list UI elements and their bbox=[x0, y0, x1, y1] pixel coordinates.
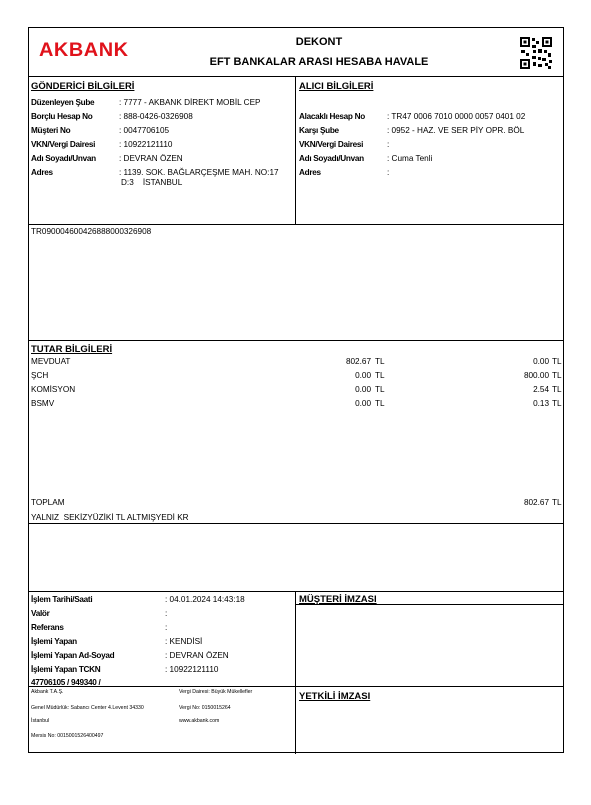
total-in-words: YALNIZ SEKİZYÜZİKİ TL ALTMIŞYEDİ KR bbox=[31, 513, 189, 522]
sender-account-value: : 888-0426-0326908 bbox=[119, 112, 193, 121]
qr-code-icon bbox=[519, 36, 553, 70]
divider bbox=[29, 591, 563, 592]
description-text: TR090004600426888000326908 bbox=[31, 227, 152, 236]
footer-mersis: Mersis No: 0015001526400497 bbox=[31, 733, 104, 739]
sender-address-label: Adres bbox=[31, 168, 53, 177]
receiver-address-value: : bbox=[387, 168, 390, 177]
divider bbox=[295, 604, 563, 605]
receiver-address-label: Adres bbox=[299, 168, 321, 177]
amount-value: 0.00 bbox=[355, 385, 371, 394]
performer-tckn-label: İşlemi Yapan TCKN bbox=[31, 665, 101, 674]
currency: TL bbox=[375, 385, 385, 394]
receipt-page bbox=[28, 27, 564, 753]
performer-label: İşlemi Yapan bbox=[31, 637, 77, 646]
receiver-tax-value: : bbox=[387, 140, 390, 149]
receiver-branch-label: Karşı Şube bbox=[299, 126, 339, 135]
amount-value: 800.00 bbox=[523, 371, 549, 380]
amounts-section-title: TUTAR BİLGİLERİ bbox=[31, 344, 113, 355]
currency: TL bbox=[552, 371, 562, 380]
sender-address-line2: D:3 İSTANBUL bbox=[121, 178, 183, 187]
divider bbox=[29, 686, 563, 687]
divider bbox=[29, 76, 563, 77]
divider bbox=[295, 76, 296, 224]
divider bbox=[295, 591, 296, 754]
divider bbox=[29, 224, 563, 225]
footer-company: Akbank T.A.Ş. bbox=[31, 689, 64, 695]
performer-name-value: : DEVRAN ÖZEN bbox=[165, 651, 229, 660]
receiver-branch-value: : 0952 - HAZ. VE SER PİY OPR. BÖL bbox=[387, 126, 525, 135]
authorized-signature-title: YETKİLİ İMZASI bbox=[299, 691, 371, 702]
footer-city: İstanbul bbox=[31, 718, 50, 724]
receiver-tax-label: VKN/Vergi Dairesi bbox=[299, 140, 364, 149]
amount-row-label: BSMV bbox=[31, 399, 55, 408]
total-currency: TL bbox=[552, 498, 562, 507]
footer-address: Genel Müdürlük: Sabancı Center 4.Levent 34330 bbox=[31, 705, 144, 711]
total-label: TOPLAM bbox=[31, 498, 65, 507]
sender-name-label: Adı Soyadı/Unvan bbox=[31, 154, 96, 163]
currency: TL bbox=[552, 385, 562, 394]
sender-address-value: : 1139. SOK. BAĞLARÇEŞME MAH. NO:17 bbox=[119, 168, 279, 177]
receiver-account-value: : TR47 0006 7010 0000 0057 0401 02 bbox=[387, 112, 526, 121]
amount-value: 802.67 bbox=[345, 357, 371, 366]
footer-website: www.akbank.com bbox=[179, 718, 220, 724]
document-subtitle: EFT BANKALAR ARASI HESABA HAVALE bbox=[209, 56, 429, 68]
currency: TL bbox=[375, 371, 385, 380]
amount-row-label: ŞCH bbox=[31, 371, 49, 380]
customer-signature-title: MÜŞTERİ İMZASI bbox=[299, 594, 377, 605]
performer-tckn-value: : 10922121110 bbox=[165, 665, 219, 674]
transaction-date-value: : 04.01.2024 14:43:18 bbox=[165, 595, 245, 604]
receiver-section-title: ALICI BİLGİLERİ bbox=[299, 81, 374, 92]
akbank-logo: AKBANK bbox=[39, 40, 129, 61]
amount-row-label: KOMİSYON bbox=[31, 385, 76, 394]
amount-value: 0.13 bbox=[533, 399, 549, 408]
sender-account-label: Borçlu Hesap No bbox=[31, 112, 93, 121]
sender-tax-label: VKN/Vergi Dairesi bbox=[31, 140, 96, 149]
performer-name-label: İşlemi Yapan Ad-Soyad bbox=[31, 651, 115, 660]
currency: TL bbox=[375, 357, 385, 366]
sender-name-value: : DEVRAN ÖZEN bbox=[119, 154, 183, 163]
currency: TL bbox=[552, 399, 562, 408]
transaction-code: 47706105 / 949340 / bbox=[31, 678, 101, 687]
performer-value: : KENDİSİ bbox=[165, 637, 203, 646]
value-date-value: : bbox=[165, 609, 168, 618]
sender-tax-value: : 10922121110 bbox=[119, 140, 173, 149]
sender-branch-value: : 7777 - AKBANK DİREKT MOBİL CEP bbox=[119, 98, 261, 107]
divider bbox=[29, 340, 563, 341]
currency: TL bbox=[552, 357, 562, 366]
value-date-label: Valör bbox=[31, 609, 50, 618]
footer-tax-no: Vergi No: 0150015264 bbox=[179, 705, 231, 711]
receiver-name-label: Adı Soyadı/Unvan bbox=[299, 154, 364, 163]
sender-customer-no-value: : 0047706105 bbox=[119, 126, 170, 135]
sender-section-title: GÖNDERİCİ BİLGİLERİ bbox=[31, 81, 135, 92]
currency: TL bbox=[375, 399, 385, 408]
amount-value: 0.00 bbox=[355, 371, 371, 380]
sender-branch-label: Düzenleyen Şube bbox=[31, 98, 95, 107]
receiver-account-label: Alacaklı Hesap No bbox=[299, 112, 365, 121]
document-title: DEKONT bbox=[295, 36, 343, 48]
amount-value: 2.54 bbox=[533, 385, 549, 394]
amount-value: 0.00 bbox=[355, 399, 371, 408]
amount-value: 0.00 bbox=[533, 357, 549, 366]
receiver-name-value: : Cuma Tenli bbox=[387, 154, 433, 163]
reference-value: : bbox=[165, 623, 168, 632]
amount-row-label: MEVDUAT bbox=[31, 357, 71, 366]
transaction-date-label: İşlem Tarihi/Saati bbox=[31, 595, 93, 604]
total-value: 802.67 bbox=[523, 498, 549, 507]
sender-customer-no-label: Müşteri No bbox=[31, 126, 71, 135]
divider bbox=[29, 523, 563, 524]
footer-tax-office: Vergi Dairesi: Büyük Mükellefler bbox=[179, 689, 253, 695]
reference-label: Referans bbox=[31, 623, 64, 632]
